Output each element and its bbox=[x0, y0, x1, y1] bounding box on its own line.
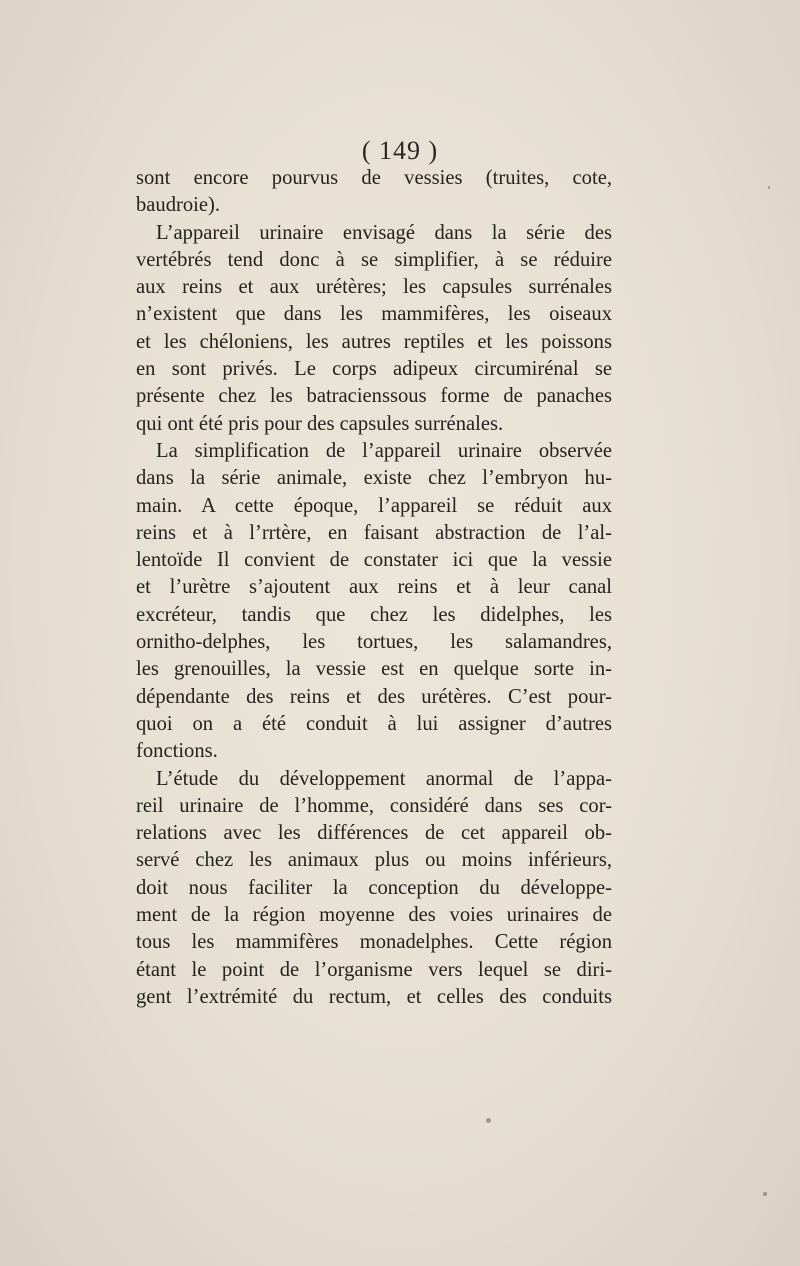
foxing-spot bbox=[763, 1192, 767, 1196]
text-line: n’existent que dans les mammifères, les oiseaux bbox=[136, 303, 612, 326]
text-line: excréteur, tandis que chez les didelphes, les bbox=[136, 603, 612, 626]
text-line: reil urinaire de l’homme, considéré dans ses cor- bbox=[136, 794, 612, 817]
text-line: L’étude du développement anormal de l’appa- bbox=[156, 767, 612, 790]
text-line: fonctions. bbox=[136, 740, 218, 763]
text-line: et l’urètre s’ajoutent aux reins et à leur canal bbox=[136, 576, 612, 599]
text-line: La simplification de l’appareil urinaire observée bbox=[156, 439, 612, 462]
text-line: tous les mammifères monadelphes. Cette région bbox=[136, 931, 612, 954]
text-line: reins et à l’rrtère, en faisant abstraction de l’al- bbox=[136, 521, 612, 544]
text-line: les grenouilles, la vessie est en quelque sorte in- bbox=[136, 658, 612, 681]
foxing-spot bbox=[768, 186, 770, 189]
text-line: L’appareil urinaire envisagé dans la série des bbox=[156, 221, 612, 244]
text-line: en sont privés. Le corps adipeux circumirénal se bbox=[136, 358, 612, 381]
page-number: ( 149 ) bbox=[361, 136, 439, 165]
text-line: quoi on a été conduit à lui assigner d’autres bbox=[136, 712, 612, 735]
body-text bbox=[136, 165, 612, 1011]
text-line: présente chez les batracienssous forme de panaches bbox=[136, 385, 612, 408]
text-line: sont encore pourvus de vessies (truites, cote, bbox=[136, 167, 612, 189]
text-line: doit nous faciliter la conception du développe- bbox=[136, 876, 612, 899]
text-line: relations avec les différences de cet appareil ob- bbox=[136, 822, 612, 845]
text-line: lentoïde Il convient de constater ici que la vessie bbox=[136, 549, 612, 572]
text-line: dépendante des reins et des urétères. C’est pour- bbox=[136, 685, 612, 708]
text-line: vertébrés tend donc à se simplifier, à se réduire bbox=[136, 248, 612, 271]
text-line: étant le point de l’organisme vers lequel se diri- bbox=[136, 958, 612, 981]
text-line: dans la série animale, existe chez l’embryon hu- bbox=[136, 467, 612, 490]
text-line: aux reins et aux urétères; les capsules surrénales bbox=[136, 276, 612, 299]
text-line: servé chez les animaux plus ou moins inférieurs, bbox=[136, 849, 612, 872]
foxing-spot bbox=[486, 1118, 491, 1123]
text-line: baudroie). bbox=[136, 194, 221, 217]
text-line: main. A cette époque, l’appareil se réduit aux bbox=[136, 494, 612, 517]
text-line: gent l’extrémité du rectum, et celles des conduits bbox=[136, 985, 612, 1008]
text-line: ment de la région moyenne des voies urinaires de bbox=[136, 904, 612, 927]
text-line: qui ont été pris pour des capsules surrénales. bbox=[136, 412, 504, 435]
text-line: ornitho-delphes, les tortues, les salamandres, bbox=[136, 631, 612, 654]
text-line: et les chéloniens, les autres reptiles et les poissons bbox=[136, 330, 612, 353]
